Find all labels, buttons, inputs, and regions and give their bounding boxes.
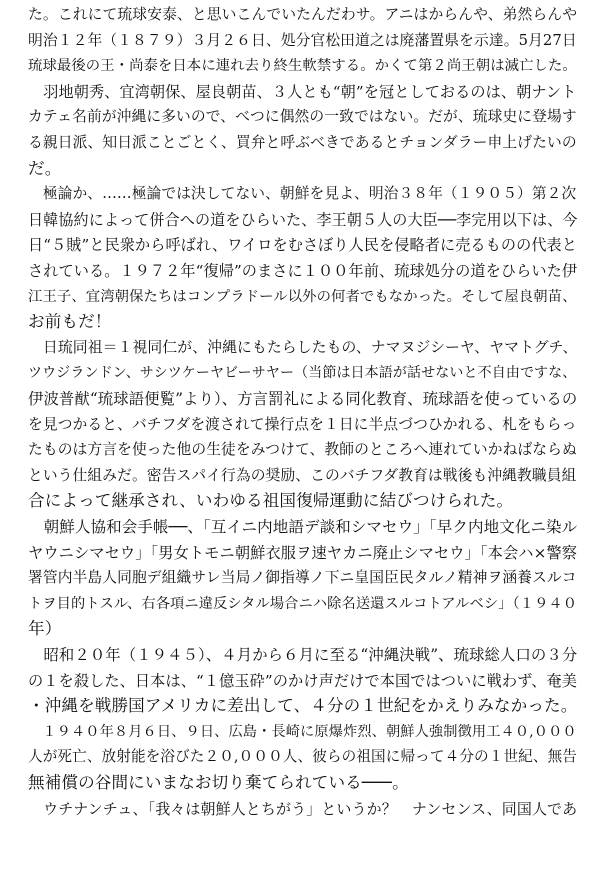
text-line: ・沖縄を戦勝国アメリカに差出して、４分の１世紀をかえりみなかった。 <box>28 696 578 716</box>
text-line: 署管内半島人同胞デ組織サレ当局ノ御指導ノ下ニ皇国臣民タルノ精神ヲ涵養スルコ <box>28 569 577 587</box>
text-line: 羽地朝秀、宜湾朝保、屋良朝苗、３人とも“朝”を冠としておるのは、朝ナント <box>28 82 577 101</box>
text-line: 無補償の谷間にいまなお切り棄てられている───。 <box>28 773 409 792</box>
text-line: カテェ名前が沖縄に多いので、べつに偶然の一致ではない。だが、琉球史に登場す <box>28 108 577 126</box>
text-line: 江王子、宜湾朝保たちはコンプラドール以外の何者でもなかった。そして屋良朝苗、 <box>28 288 577 305</box>
text-line: 日韓協約によって併合への道をひらいた、李王朝５人の大臣──李完用以下は、今 <box>28 210 578 229</box>
text-line: 昭和２０年（１９４５）、４月から６月に至る“沖縄決戦”、琉球総人口の３分 <box>28 646 578 664</box>
text-line: 日“５賊”と民衆から呼ばれ、ワイロをむさぼり人民を侵略者に売るものの代表と <box>28 236 577 255</box>
text-line: 伊波普猷“琉球語便覧”より）、方言罰礼による同化教育、琉球語を使っているの <box>28 390 578 408</box>
text-line: されている。１９７２年“復帰”のまさに１００年前、琉球処分の道をひらいた伊 <box>28 262 578 280</box>
text-line: 人が死亡、放射能を浴びた２０,０００人、彼らの祖国に帰って４分の１世紀、無告 <box>28 748 577 766</box>
text-line: の１を殺した、日本は、“１億玉砕”のかけ声だけで本国ではついに戦わず、奄美 <box>28 671 578 690</box>
text-line: 朝鮮人協和会手帳──、「互イニ内地語デ談和シマセウ」「早ク内地文化ニ染ル <box>28 518 578 536</box>
text-line: 明治１２年（１８７９）３月２６日、処分官松田道之は廃藩置県を示達。5月27日 <box>28 31 577 49</box>
text-line: トヲ目的トスル、右各項ニ違反シタル場合ニハ除名送還スルコトアルベシ」（１９４０ <box>28 595 578 612</box>
text-line: だ。 <box>28 158 62 178</box>
text-line: る親日派、知日派ことごとく、買弁と呼ぶべきであるとチョンダラー申上げたいの <box>28 134 577 151</box>
text-line: １９４０年８月６日、９日、広島・長崎に原爆炸烈、朝鮮人強制徴用工４０,０００ <box>28 723 577 740</box>
text-line: ウチナンチュ、「我々は朝鮮人とちがう」というか？ ナンセンス、同国人であ <box>28 799 578 818</box>
text-line: という仕組みだ。密告スパイ行為の奨励、このバチフダ教育は戦後も沖縄教職員組 <box>28 466 577 484</box>
text-line: たものは方言を使った他の生徒をみつけて、教師のところへ連れていかねばならぬ <box>28 441 577 459</box>
text-line: た。これにて琉球安泰、と思いこんでいたんだわサ。アニはからんや、弟然らんや <box>28 6 578 23</box>
text-line: 極論か、……極論では決してない、朝鮮を見よ、明治３８年（１９０５）第２次 <box>28 185 577 203</box>
text-line: を見つかると、バチフダを渡されて操行点を１日に半点づつひかれる、札をもらっ <box>28 415 577 433</box>
text-line: 合によって継承され、いわゆる祖国復帰運動に結びつけられた。 <box>28 491 514 511</box>
text-line: 年） <box>28 619 62 639</box>
text-line: ツウジランドン、サシツケーヤビーサヤー（当節は日本語が話せないと不自由ですな、 <box>28 365 577 382</box>
text-line: 琉球最後の王・尚泰を日本に連れ去り終生軟禁する。かくて第２尚王朝は滅亡した。 <box>28 58 577 75</box>
text-line: 日琉同祖＝１視同仁が、沖縄にもたらしたもの、ナマヌジシーヤ、ヤマトグチ、 <box>28 338 578 356</box>
text-line: ヤウニシマセウ」「男女トモニ朝鮮衣服ヲ速ヤカニ廃止シマセウ」「本会ハ×警察 <box>28 543 578 562</box>
text-line: お前もだ！ <box>28 312 112 332</box>
